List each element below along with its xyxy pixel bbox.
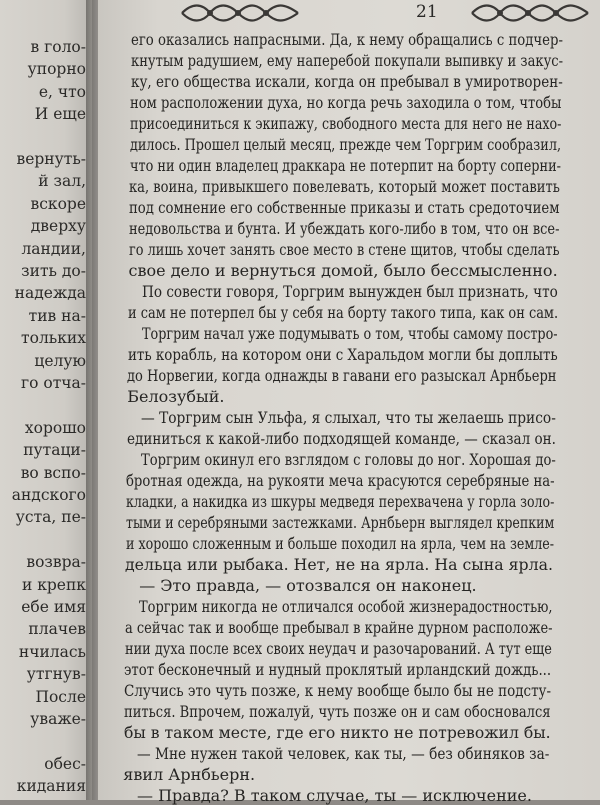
text-line: дилось. Прошел целый месяц, прежде чем Торгрим сообразил,	[129, 135, 561, 154]
text-line: ном расположении духа, но когда речь заходила о том, чтобы	[130, 93, 562, 112]
text-line: ить корабль, на котором они с Харальдом могли бы доплыть	[127, 345, 558, 364]
text-line: свое дело и вернуться домой, было бессмысленно.	[128, 261, 558, 280]
left-page-fragment: надежда	[14, 284, 86, 303]
text-line: под сомнение его собственные приказы и стать средоточием	[129, 198, 560, 217]
left-page-fragment: ебе имя	[21, 598, 86, 616]
left-page-fragment: хорошо	[24, 418, 86, 437]
left-page-fragment: тольких	[21, 329, 86, 348]
left-page-fragment: андского	[11, 486, 86, 504]
text-line: — Торгрим сын Ульфа, я слыхал, что ты желаешь присо-	[141, 408, 556, 427]
text-line: Торгрим начал уже подумывать о том, чтобы самому постро-	[141, 324, 558, 343]
text-line: нии духа после всех своих неудач и разочарований. А тут еще	[124, 639, 552, 658]
text-line: Белозубый.	[127, 387, 225, 406]
left-page-fragment: нчилась	[18, 642, 86, 661]
text-line: и сам не потерпел бы у себя на борту такого типа, как он сам.	[128, 303, 559, 322]
left-page-fragment: упорно	[27, 60, 86, 79]
text-line: этот бесконечный и нудный проклятый ирландский дождь...	[124, 660, 552, 679]
text-line: присоединиться к экипажу, свободного места для него не нахо-	[130, 114, 562, 133]
text-line: го лишь хочет занять свое место в стене щитов, чтобы сделать	[128, 240, 560, 259]
text-line: — Мне нужен такой человек, как ты, — без обиняков за-	[137, 744, 550, 763]
text-line: — Правда? В таком случае, ты — исключение.	[137, 786, 532, 805]
left-page-fragment: тив на-	[28, 306, 86, 325]
text-line: Торгрим никогда не отличался особой жизнерадостностью,	[139, 597, 553, 616]
text-line: Случись это чуть позже, к нему вообще было бы не подсту-	[124, 681, 552, 700]
left-page-fragment: уста, пе-	[15, 508, 86, 527]
left-page-fragment: во вспо-	[20, 463, 86, 482]
text-line: кладки, а накидка из шкуры медведя перехвачена у горла золо-	[126, 492, 555, 511]
left-page-fragment: дверху	[30, 217, 86, 236]
celtic-knot-right-icon	[470, 2, 590, 24]
celtic-knot-left-icon	[180, 2, 300, 24]
left-page-fragment: обес-	[44, 754, 86, 773]
left-page-fragment: утгнув-	[26, 665, 86, 684]
left-page-fragment: в голо-	[30, 38, 86, 56]
left-page-fragment: плачев	[28, 620, 86, 639]
left-page-fragment: и крепк	[21, 575, 86, 594]
text-line: единиться к какой-либо подходящей команде, — сказал он.	[126, 429, 556, 448]
text-line: Торгрим окинул его взглядом с головы до ног. Хорошая до-	[140, 450, 556, 469]
text-line: и хорошо сложенным и больше походил на ярла, чем на земле-	[125, 534, 554, 553]
text-line: кнутым радушием, ему наперебой покупали выпивку и закус-	[130, 51, 563, 70]
page-header	[98, 0, 600, 26]
left-page-fragment: зить до-	[21, 262, 86, 280]
left-page-fragment: го отча-	[20, 374, 86, 392]
text-line: дельца или рыбака. Нет, не на ярла. На сына ярла.	[125, 555, 554, 574]
left-page-fragment: е, что	[38, 82, 86, 101]
left-page-fragment: путаци-	[23, 441, 86, 460]
text-line: явил Арнбьерн.	[123, 765, 256, 784]
text-line: его оказались напрасными. Да, к нему обращались с подчер-	[131, 30, 563, 49]
text-line: до Норвегии, когда однажды в гавани его разыскал Арнбьерн	[127, 366, 557, 385]
text-line: ка, воина, привыкшего повелевать, который может поставить	[129, 177, 561, 196]
left-page-fragment: После	[35, 687, 86, 706]
left-page-fragment: вскоре	[30, 194, 86, 213]
left-page-fragment: И еще	[34, 105, 86, 124]
text-line: — Это правда, — отозвался он наконец.	[139, 576, 477, 595]
text-line: По совести говоря, Торгрим вынужден был признать, что	[142, 282, 559, 301]
left-page-fragment: ландии,	[21, 239, 86, 258]
left-page-fragment: й зал,	[38, 172, 86, 191]
left-page-fragment: уваже-	[30, 710, 86, 728]
text-line: что ни один владелец драккара не потерпит на борту соперни-	[129, 156, 561, 175]
text-line: а сейчас так и вообще пребывал в крайне дурном расположе-	[124, 618, 553, 637]
left-page-fragment: кидания	[16, 777, 86, 796]
text-line: недовольства и бунта. И убеждать кого-либо в том, что он все-	[129, 219, 560, 238]
text-line: бротная одежда, на рукояти меча красуются серебряные на-	[126, 471, 555, 490]
text-line: тыми и серебряными застежками. Арнбьерн выглядел крепким	[125, 513, 555, 532]
left-page-fragment: целую	[34, 351, 86, 370]
text-line: ку, его общества искали, когда он пребывал в умиротворен-	[130, 72, 563, 91]
text-line: бы в таком месте, где его никто не потревожил бы.	[123, 723, 551, 742]
page-number: 21	[416, 2, 438, 22]
left-page-fragment: возвра-	[26, 553, 86, 572]
left-page	[0, 0, 92, 800]
left-page-fragment: вернуть-	[16, 150, 86, 168]
text-line: питься. Впрочем, пожалуй, чуть позже он и сам обосновался	[123, 702, 551, 721]
